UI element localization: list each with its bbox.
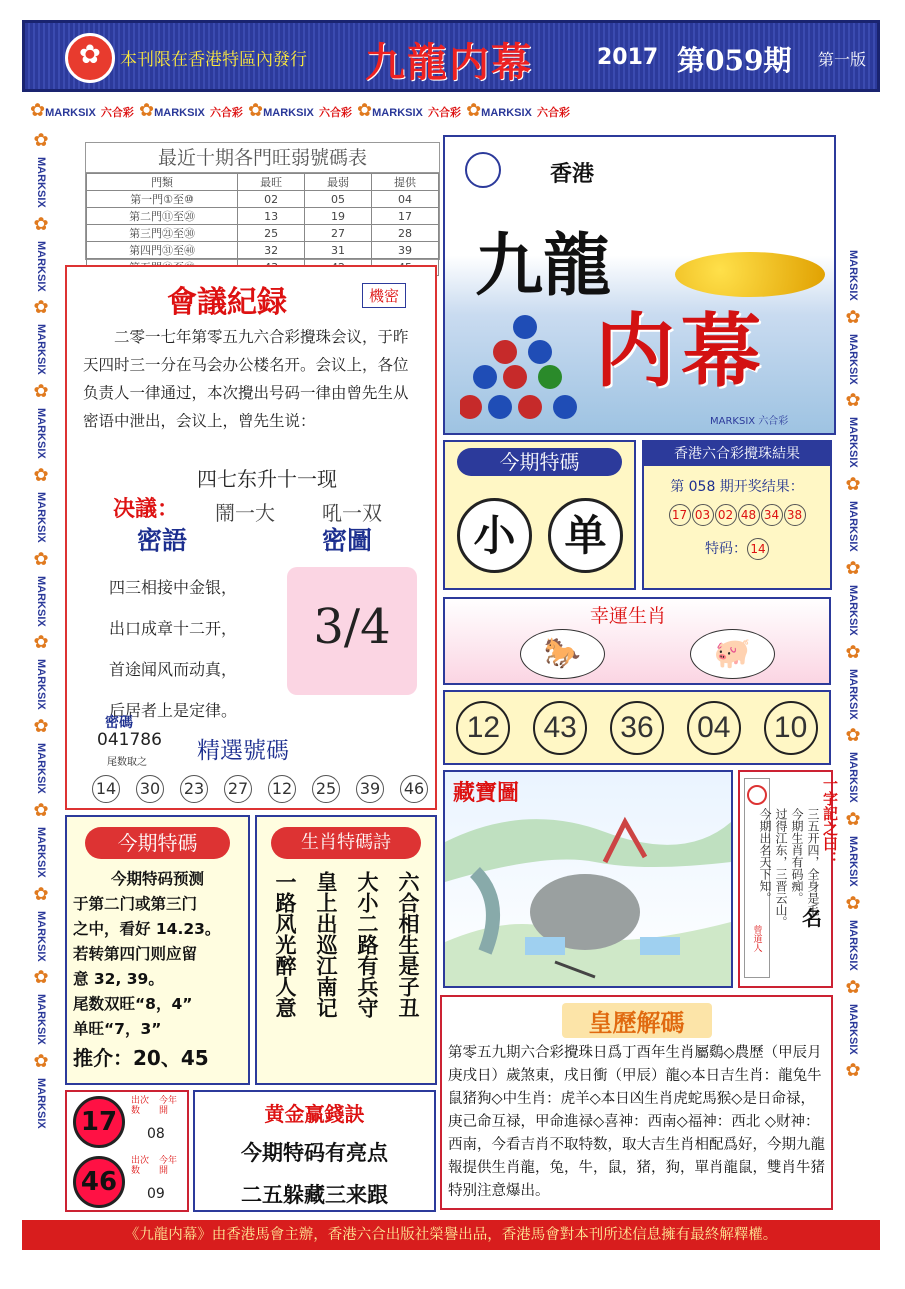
code-label: 密碼 bbox=[105, 715, 133, 731]
header-edition: 第一版 bbox=[818, 50, 867, 69]
lucky-ball: 04 bbox=[687, 701, 741, 755]
poem-column: 皇上出巡江南记 bbox=[314, 871, 338, 1018]
marksix-text: MARKSIX bbox=[35, 157, 47, 208]
count-label: 今年開 bbox=[159, 1096, 178, 1116]
special-panel bbox=[443, 440, 636, 590]
flower-icon: ✿ bbox=[845, 390, 861, 412]
treasure-illustration bbox=[445, 802, 731, 986]
table-grid bbox=[86, 173, 439, 276]
cover-marksix bbox=[710, 412, 788, 427]
number-ball: 12 bbox=[268, 775, 296, 803]
count-label: 今年開 bbox=[159, 1156, 178, 1176]
flower-icon: ✿ bbox=[357, 100, 373, 121]
secret-word-1: 鬧一大 bbox=[215, 501, 275, 525]
liuhecai-text: 六合彩 bbox=[100, 107, 134, 119]
result-ball: 38 bbox=[784, 504, 806, 526]
flower-icon: ✿ bbox=[845, 892, 861, 914]
result-ball: 17 bbox=[669, 504, 691, 526]
table-header: 最弱 bbox=[305, 174, 372, 191]
sage-signature: 曾道人 bbox=[751, 925, 762, 952]
marksix-text: MARKSIX bbox=[35, 408, 47, 459]
footer-banner: 《九龍内幕》由香港馬會主辦，香港六合出版社榮譽出品，香港馬會對本刊所述信息擁有最終解釋權。 bbox=[22, 1220, 880, 1250]
tm-recommend: 推介：20、45 bbox=[73, 1046, 209, 1070]
marksix-text: MARKSIX bbox=[847, 250, 859, 301]
count-label: 出次数 bbox=[131, 1096, 150, 1116]
flower-icon: ✿ bbox=[845, 306, 861, 328]
meeting-panel bbox=[65, 265, 437, 810]
flower-icon: ✿ bbox=[33, 464, 49, 486]
table-header: 提供 bbox=[372, 174, 439, 191]
marksix-top-strip bbox=[30, 100, 610, 122]
flower-icon: ✿ bbox=[33, 716, 49, 738]
tm-line: 若转第四门则应留 bbox=[73, 945, 198, 963]
poem-column: 大小二路有兵守 bbox=[355, 871, 379, 1018]
poem-panel bbox=[255, 815, 437, 1085]
table-cell: 19 bbox=[305, 208, 372, 225]
table-cell: 第一門①至⑩ bbox=[87, 191, 238, 208]
cover-hk: 香港 bbox=[550, 162, 595, 187]
flower-icon: ✿ bbox=[33, 548, 49, 570]
hkjc-logo-icon bbox=[465, 152, 501, 188]
handwriting: 3/4 bbox=[313, 599, 391, 655]
select-numbers bbox=[92, 775, 428, 803]
table-cell: 第三門㉑至㉚ bbox=[87, 225, 238, 242]
special-ball: 14 bbox=[747, 538, 769, 560]
result-issue: 第 058 期开奖结果： bbox=[670, 479, 804, 495]
gold-panel bbox=[193, 1090, 436, 1212]
tm-line: 于第二门或第三门 bbox=[73, 895, 198, 913]
table-row bbox=[87, 208, 439, 225]
marksix-text: MARKSIX bbox=[847, 584, 859, 636]
cover-jiu: 九龍 bbox=[475, 226, 612, 306]
confidential-tag: 機密 bbox=[362, 283, 406, 308]
special-label: 特码： bbox=[705, 541, 747, 557]
lucky-ball: 36 bbox=[610, 701, 664, 755]
tm-line: 单旺“7，3” bbox=[73, 1020, 162, 1038]
table-row bbox=[87, 242, 439, 259]
special-a: 小 bbox=[457, 498, 532, 573]
lottery-balls-icon bbox=[460, 312, 590, 427]
header-note: 本刊限在香港特區內發行 bbox=[120, 50, 307, 70]
flower-icon: ✿ bbox=[33, 130, 49, 151]
poem-line: 四三相接中金银， bbox=[109, 578, 238, 597]
marksix-text: MARKSIX bbox=[35, 826, 47, 878]
header-banner bbox=[22, 20, 880, 92]
flower-icon: ✿ bbox=[466, 100, 482, 121]
marksix-text: MARKSIX bbox=[35, 240, 47, 292]
result-special bbox=[644, 538, 830, 560]
flower-icon: ✿ bbox=[845, 1060, 861, 1082]
table-cell: 02 bbox=[238, 191, 305, 208]
table-cell: 05 bbox=[305, 191, 372, 208]
special-b: 单 bbox=[548, 498, 623, 573]
flower-icon: ✿ bbox=[33, 967, 49, 989]
marksix-text: MARKSIX bbox=[35, 743, 47, 794]
flower-icon: ✿ bbox=[845, 557, 861, 579]
number-ball: 46 bbox=[400, 775, 428, 803]
count-ball: 46 bbox=[73, 1156, 125, 1208]
gold-ingots-icon bbox=[675, 252, 825, 297]
marksix-text: MARKSIX bbox=[35, 575, 47, 627]
table-header: 門類 bbox=[87, 174, 238, 191]
oneword-lines bbox=[758, 808, 821, 958]
result-title: 香港六合彩攪珠結果 bbox=[644, 442, 830, 466]
pig-icon: 🐖 bbox=[690, 629, 775, 679]
gold-line-2: 二五躲藏三来跟 bbox=[241, 1183, 388, 1207]
marksix-text: MARKSIX bbox=[35, 1078, 47, 1129]
gold-line-1: 今期特码有亮点 bbox=[241, 1141, 388, 1165]
select-title: 精選號碼 bbox=[197, 738, 289, 764]
treasure-panel bbox=[443, 770, 733, 988]
table-header-row bbox=[87, 174, 439, 191]
marksix-text: MARKSIX bbox=[847, 668, 859, 720]
header-issue: 第059期 bbox=[677, 44, 792, 77]
number-ball: 30 bbox=[136, 775, 164, 803]
number-ball: 27 bbox=[224, 775, 252, 803]
resolution-label: 决議： bbox=[113, 497, 180, 522]
right-marksix-strip bbox=[840, 250, 866, 1210]
header-title: 九龍内幕 bbox=[365, 39, 533, 86]
flower-icon: ✿ bbox=[845, 809, 861, 831]
tm-line: 意 32, 39。 bbox=[73, 970, 164, 988]
tm-panel bbox=[65, 815, 250, 1085]
table-cell: 17 bbox=[372, 208, 439, 225]
calendar-title: 皇歷解碼 bbox=[562, 1003, 712, 1038]
poem-line: 出口成章十二开， bbox=[109, 619, 238, 638]
result-ball: 48 bbox=[738, 504, 760, 526]
lucky-ball: 12 bbox=[456, 701, 510, 755]
tm-line: 尾数双旺“8，4” bbox=[73, 995, 193, 1013]
marksix-text: MARKSIX bbox=[154, 107, 205, 119]
poem-title: 生肖特碼詩 bbox=[271, 827, 421, 859]
calendar-panel bbox=[440, 995, 833, 1210]
meeting-quote: 四七东升十一现 bbox=[197, 467, 337, 491]
marksix-text: MARKSIX bbox=[847, 1003, 859, 1055]
oneword-title: 一字記之曰： bbox=[821, 776, 839, 866]
oneword-line: 过得江东，三晋云山。 bbox=[774, 808, 788, 928]
liuhecai-text: 六合彩 bbox=[427, 107, 461, 119]
tm-line: 今期特码预测 bbox=[110, 870, 204, 888]
tm-title: 今期特碼 bbox=[85, 827, 230, 859]
horse-icon: 🐎 bbox=[520, 629, 605, 679]
count-label: 出次数 bbox=[131, 1156, 150, 1176]
table-row bbox=[87, 191, 439, 208]
code-note: 尾数取之 bbox=[107, 757, 147, 768]
tm-line: 之中，看好 14.23。 bbox=[73, 920, 221, 938]
header-year: 2017 bbox=[597, 45, 659, 70]
secret-image-box bbox=[287, 567, 417, 695]
hk-emblem-icon bbox=[65, 33, 115, 83]
number-ball: 39 bbox=[356, 775, 384, 803]
poem-line: 首途闻风而动真， bbox=[109, 660, 238, 679]
count-panel bbox=[65, 1090, 189, 1212]
flower-icon: ✿ bbox=[33, 632, 49, 654]
flower-icon: ✿ bbox=[845, 641, 861, 663]
meeting-text: 二零一七年第零五九六合彩攪珠会议，于昨天四时三一分在马会办公楼名开。会议上，各位负责人一律通过，本次攪出号码一律由曾先生从密语中泄出，会议上，曾先生说： bbox=[83, 328, 409, 430]
table-cell: 39 bbox=[372, 242, 439, 259]
secret-image-label: 密圖 bbox=[322, 526, 373, 555]
poem-column: 一路风光醉人意 bbox=[273, 871, 297, 1018]
table-cell: 25 bbox=[238, 225, 305, 242]
marksix-text: MARKSIX bbox=[710, 416, 756, 427]
marksix-text: MARKSIX bbox=[35, 994, 47, 1046]
flower-icon: ✿ bbox=[33, 799, 49, 821]
table-cell: 第二門⑪至⑳ bbox=[87, 208, 238, 225]
marksix-text: MARKSIX bbox=[372, 107, 423, 119]
marksix-text: MARKSIX bbox=[263, 107, 314, 119]
marksix-text: MARKSIX bbox=[45, 107, 96, 119]
result-panel bbox=[642, 440, 832, 590]
table-cell: 13 bbox=[238, 208, 305, 225]
result-ball: 34 bbox=[761, 504, 783, 526]
table-header: 最旺 bbox=[238, 174, 305, 191]
oneword-line: 今期出名天下知。 bbox=[758, 808, 772, 904]
result-ball: 03 bbox=[692, 504, 714, 526]
flower-icon: ✿ bbox=[139, 100, 155, 121]
number-ball: 23 bbox=[180, 775, 208, 803]
oneword-answer: 名 bbox=[802, 906, 822, 930]
cover-neimu: 内幕 bbox=[595, 304, 767, 398]
secret-word-2: 吼一双 bbox=[322, 501, 382, 525]
cover-panel bbox=[443, 135, 836, 435]
flower-icon: ✿ bbox=[845, 725, 861, 747]
marksix-text: MARKSIX bbox=[35, 910, 47, 962]
marksix-text: MARKSIX bbox=[847, 501, 859, 552]
marksix-text: MARKSIX bbox=[481, 107, 532, 119]
liuhecai-text: 六合彩 bbox=[318, 107, 352, 119]
flower-icon: ✿ bbox=[845, 474, 861, 496]
marksix-text: MARKSIX bbox=[847, 919, 859, 971]
table-cell: 28 bbox=[372, 225, 439, 242]
table-cell: 第四門㉛至㊵ bbox=[87, 242, 238, 259]
lucky-numbers-panel bbox=[443, 690, 831, 765]
flower-icon: ✿ bbox=[30, 100, 46, 121]
liuhecai-text: 六合彩 bbox=[536, 107, 570, 119]
flower-icon: ✿ bbox=[33, 381, 49, 403]
gold-title: 黄金赢錢訣 bbox=[264, 1102, 365, 1126]
marksix-text: MARKSIX bbox=[35, 324, 47, 376]
table-cell: 32 bbox=[238, 242, 305, 259]
table-cell: 04 bbox=[372, 191, 439, 208]
poem-line: 后居者上是定律。 bbox=[109, 701, 238, 720]
treasure-title: 藏寶圖 bbox=[453, 780, 520, 806]
special-title: 今期特碼 bbox=[457, 448, 622, 476]
left-marksix-strip bbox=[28, 130, 54, 1210]
oneword-line: 今期生肖有码痴。 bbox=[790, 808, 804, 904]
sage-icon bbox=[747, 785, 767, 805]
table-cell: 27 bbox=[305, 225, 372, 242]
marksix-text: MARKSIX bbox=[847, 333, 859, 385]
poem-columns bbox=[257, 871, 435, 1018]
lucky-title: 幸運生肖 bbox=[590, 605, 667, 627]
number-ball: 25 bbox=[312, 775, 340, 803]
number-ball: 14 bbox=[92, 775, 120, 803]
table-cell: 31 bbox=[305, 242, 372, 259]
marksix-text: MARKSIX bbox=[35, 491, 47, 543]
oneword-panel bbox=[738, 770, 839, 988]
flower-icon: ✿ bbox=[33, 883, 49, 905]
secret-words-label: 密語 bbox=[137, 526, 188, 555]
marksix-text: MARKSIX bbox=[847, 752, 859, 804]
result-numbers bbox=[644, 504, 830, 526]
flower-icon: ✿ bbox=[33, 297, 49, 319]
marksix-text: MARKSIX bbox=[35, 659, 47, 711]
count-value: 09 bbox=[147, 1186, 165, 1202]
lucky-ball: 43 bbox=[533, 701, 587, 755]
meeting-poem bbox=[109, 567, 237, 731]
marksix-text: MARKSIX bbox=[847, 836, 859, 887]
hot-cold-table bbox=[85, 142, 440, 260]
flower-icon: ✿ bbox=[33, 213, 49, 235]
result-ball: 02 bbox=[715, 504, 737, 526]
marksix-text: MARKSIX bbox=[847, 417, 859, 469]
flower-icon: ✿ bbox=[248, 100, 264, 121]
count-ball: 17 bbox=[73, 1096, 125, 1148]
lucky-ball: 10 bbox=[764, 701, 818, 755]
calendar-text: 第零五九期六合彩攪珠日爲丁酉年生肖屬鷄◇農歷（甲辰月庚戌日）歲煞東，戌日衝（甲辰）龍◇本日吉生肖：龍兔牛鼠猪狗◇中生肖：虎羊◇本日凶生肖虎蛇馬猴◇是日命禄，庚己命互禄，甲命進禄◇喜神：西南◇福神：西北 ◇财神：西南，今看吉肖不取特数，取大吉生肖相配爲好，今期九龍報提供生肖龍，兔，牛，鼠，猪，狗，單肖龍鼠，雙肖牛猪特别注意爆出。 bbox=[448, 1045, 825, 1199]
table-title: 最近十期各門旺弱號碼表 bbox=[86, 143, 439, 173]
table-row bbox=[87, 225, 439, 242]
poem-column: 六合相生是子丑 bbox=[396, 871, 420, 1018]
meeting-title: 會議紀録 bbox=[167, 285, 287, 320]
code-value: 041786 bbox=[97, 730, 162, 750]
tm-text bbox=[67, 867, 248, 1071]
flower-icon: ✿ bbox=[33, 1051, 49, 1073]
liuhecai-text: 六合彩 bbox=[758, 416, 789, 427]
count-value: 08 bbox=[147, 1126, 165, 1142]
flower-icon: ✿ bbox=[845, 976, 861, 998]
liuhecai-text: 六合彩 bbox=[209, 107, 243, 119]
oneword-line: 三五开四，全身是毛 bbox=[806, 808, 820, 916]
lucky-panel bbox=[443, 597, 831, 685]
